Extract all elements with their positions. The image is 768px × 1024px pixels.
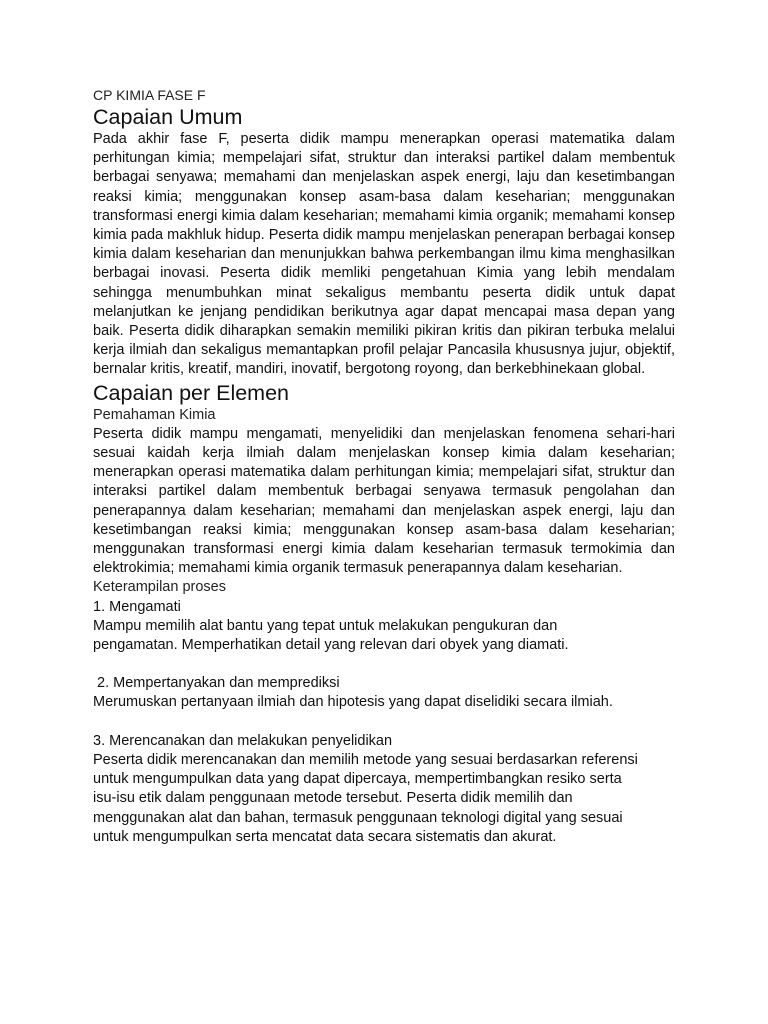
- element-title-keterampilan: Keterampilan proses: [93, 579, 226, 596]
- skill-item-text-line: Mampu memilih alat bantu yang tepat untuk melakukan pengukuran dan: [93, 617, 558, 634]
- skill-item-text-line: pengamatan. Memperhatikan detail yang relevan dari obyek yang diamati.: [93, 637, 569, 654]
- skill-item-text-line: Merumuskan pertanyaan ilmiah dan hipotesis yang dapat diselidiki secara ilmiah.: [93, 694, 613, 711]
- skill-item-title: 2. Mempertanyakan dan memprediksi: [93, 675, 340, 692]
- element-title-pemahaman: Pemahaman Kimia: [93, 406, 216, 423]
- skill-item-text-line: Peserta didik merencanakan dan memilih metode yang sesuai berdasarkan referensi: [93, 751, 638, 768]
- skill-item-text-line: untuk mengumpulkan data yang dapat dipercaya, mempertimbangkan resiko serta: [93, 771, 622, 788]
- skill-item-title: 3. Merencanakan dan melakukan penyelidikan: [93, 732, 393, 749]
- spacer: [93, 655, 675, 674]
- section-heading-capaian-umum: Capaian Umum: [93, 105, 243, 129]
- capaian-umum-paragraph: Pada akhir fase F, peserta didik mampu menerapkan operasi matematika dalam perhitungan kimia; mempelajari sifat, struktur dan interaksi partikel dalam membentuk berbagai senyawa; memahami dan menjelaskan aspek energi, laju dan kesetimbangan reaksi kimia; menggunakan konsep asam-basa dalam keseharian; menggunakan transformasi energi kimia dalam keseharian; memahami kimia organik; memahami konsep kimia pada makhluk hidup. Peserta didik mampu menjelaskan penerapan berbagai konsep kimia dalam keseharian dan menunjukkan bahwa perkembangan ilmu kima menghasilkan berbagai inovasi. Peserta didik memliki pengetahuan Kimia yang lebih mendalam sehingga menumbuhkan minat sekaligus membantu peserta didik untuk dapat melanjutkan ke jenjang pendidikan berikutnya agar dapat mencapai masa depan yang baik. Peserta didik diharapkan semakin memiliki pikiran kritis dan pikiran terbuka melalui kerja ilmiah dan sekaligus memantapkan profil pelajar Pancasila khususnya jujur, objektif, bernalar kritis, kreatif, mandiri, inovatif, bergotong royong, dan berkebhinekaan global.: [93, 131, 675, 378]
- skill-item-text-line: untuk mengumpulkan serta mencatat data secara sistematis dan akurat.: [93, 828, 557, 845]
- skill-item-text-line: menggunakan alat dan bahan, termasuk penggunaan teknologi digital yang sesuai: [93, 809, 623, 826]
- pemahaman-paragraph: Peserta didik mampu mengamati, menyelidiki dan menjelaskan fenomena sehari-hari sesuai kaidah kerja ilmiah dalam menjelaskan konsep kimia dalam keseharian; menerapkan operasi matematika dalam perhitungan kimia; mempelajari sifat, struktur dan interaksi partikel dalam membentuk berbagai senyawa termasuk pengolahan dan penerapannya dalam keseharian; memahami dan menjelaskan aspek energi, laju dan kesetimbangan reaksi kimia; menggunakan konsep asam-basa dalam keseharian; menggunakan transformasi energi kimia dalam keseharian termasuk termokimia dan elektrokimia; memahami kimia organik termasuk penerapannya dalam keseharian.: [93, 425, 675, 577]
- skill-item-text-line: isu-isu etik dalam penggunaan metode tersebut. Peserta didik memilih dan: [93, 790, 573, 807]
- document-label: CP KIMIA FASE F: [93, 87, 206, 103]
- skill-item-title: 1. Mengamati: [93, 598, 181, 615]
- section-heading-capaian-per-elemen: Capaian per Elemen: [93, 380, 290, 405]
- spacer: [93, 713, 675, 732]
- document-page: [93, 86, 675, 847]
